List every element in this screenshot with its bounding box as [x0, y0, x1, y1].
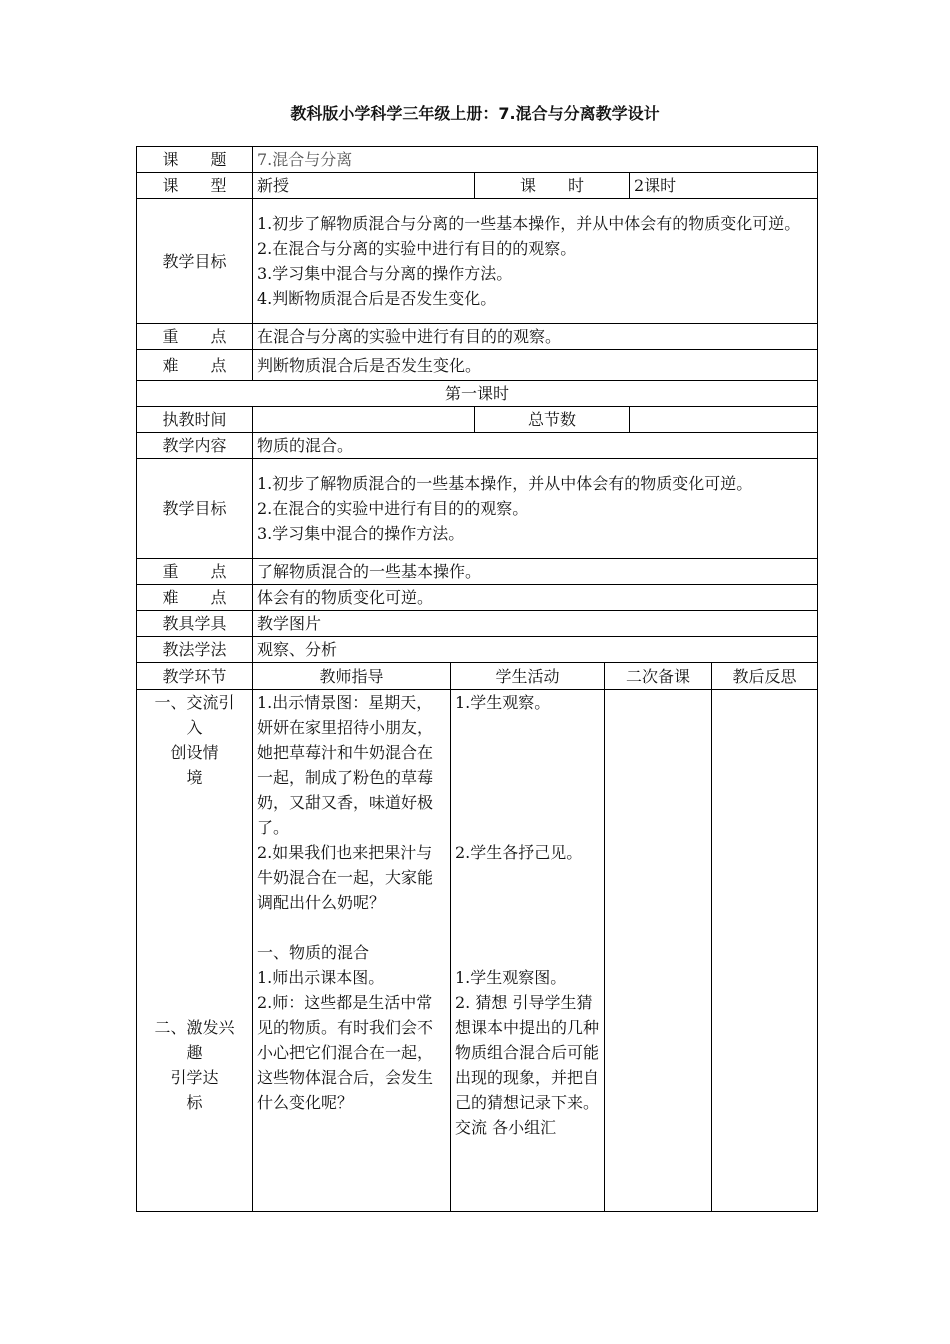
lesson1-goals-value: 1.初步了解物质混合的一些基本操作，并从中体会有的物质变化可逆。 2.在混合的实验中进行有目的的观察。 3.学习集中混合的操作方法。: [253, 459, 818, 559]
document-title: 教科版小学科学三年级上册：7.混合与分离教学设计: [290, 104, 660, 123]
header-student: 学生活动: [451, 663, 605, 690]
stage-cell: 一、交流引 入 创设情 境 二、激发兴 趣 引学达 标: [137, 690, 253, 1212]
total-value: [630, 407, 818, 433]
goals-value: 1.初步了解物质混合与分离的一些基本操作，并从中体会有的物质变化可逆。 2.在混合与分离的实验中进行有目的的观察。 3.学习集中混合与分离的操作方法。 4.判断物质混合后是否发生变化。: [253, 199, 818, 324]
lesson1-difficult-value: 体会有的物质变化可逆。: [253, 585, 818, 611]
exec-time-value: [253, 407, 475, 433]
content-value: 物质的混合。: [253, 433, 818, 459]
key-point-label: 重 点: [137, 324, 253, 350]
difficult-point-value: 判断物质混合后是否发生变化。: [253, 350, 818, 381]
lesson1-heading: 第一课时: [137, 381, 818, 407]
student-activity-cell: 1.学生观察。 2.学生各抒己见。 1.学生观察图。 2. 猜想 引导学生猜想课本中提出的几种物质组合混合后可能出现的现象，并把自己的猜想记录下来。 交流 各小组汇: [451, 690, 605, 1212]
method-label: 教法学法: [137, 637, 253, 663]
teacher-guidance-cell: 1.出示情景图：星期天，妍妍在家里招待小朋友，她把草莓汁和牛奶混合在一起，制成了粉色的草莓奶，又甜又香，味道好极了。 2.如果我们也来把果汁与牛奶混合在一起，大家能调配出什么奶呢？ 一、物质的混合 1.师出示课本图。 2.师：这些都是生活中常见的物质。有时我们会不小心把它们混合在一起，这些物体混合后，会发生什么变化呢？: [253, 690, 451, 1212]
header-stage: 教学环节: [137, 663, 253, 690]
hours-label: 课 时: [475, 173, 630, 199]
tools-value: 教学图片: [253, 611, 818, 637]
topic-label: 课 题: [137, 147, 253, 173]
total-label: 总节数: [475, 407, 630, 433]
key-point-value: 在混合与分离的实验中进行有目的的观察。: [253, 324, 818, 350]
reflection-cell: [712, 690, 818, 1212]
lesson1-difficult-label: 难 点: [137, 585, 253, 611]
header-second-prep: 二次备课: [605, 663, 712, 690]
goals-label: 教学目标: [137, 199, 253, 324]
topic-value: 7.混合与分离: [253, 147, 818, 173]
lesson-plan-table: [136, 146, 818, 1212]
header-reflection: 教后反思: [712, 663, 818, 690]
method-value: 观察、分析: [253, 637, 818, 663]
content-label: 教学内容: [137, 433, 253, 459]
tools-label: 教具学具: [137, 611, 253, 637]
lesson1-goals-label: 教学目标: [137, 459, 253, 559]
exec-time-label: 执教时间: [137, 407, 253, 433]
hours-value: 2课时: [630, 173, 818, 199]
difficult-point-label: 难 点: [137, 350, 253, 381]
lesson1-key-label: 重 点: [137, 559, 253, 585]
second-prep-cell: [605, 690, 712, 1212]
type-label: 课 型: [137, 173, 253, 199]
lesson1-key-value: 了解物质混合的一些基本操作。: [253, 559, 818, 585]
type-value: 新授: [253, 173, 475, 199]
header-teacher: 教师指导: [253, 663, 451, 690]
